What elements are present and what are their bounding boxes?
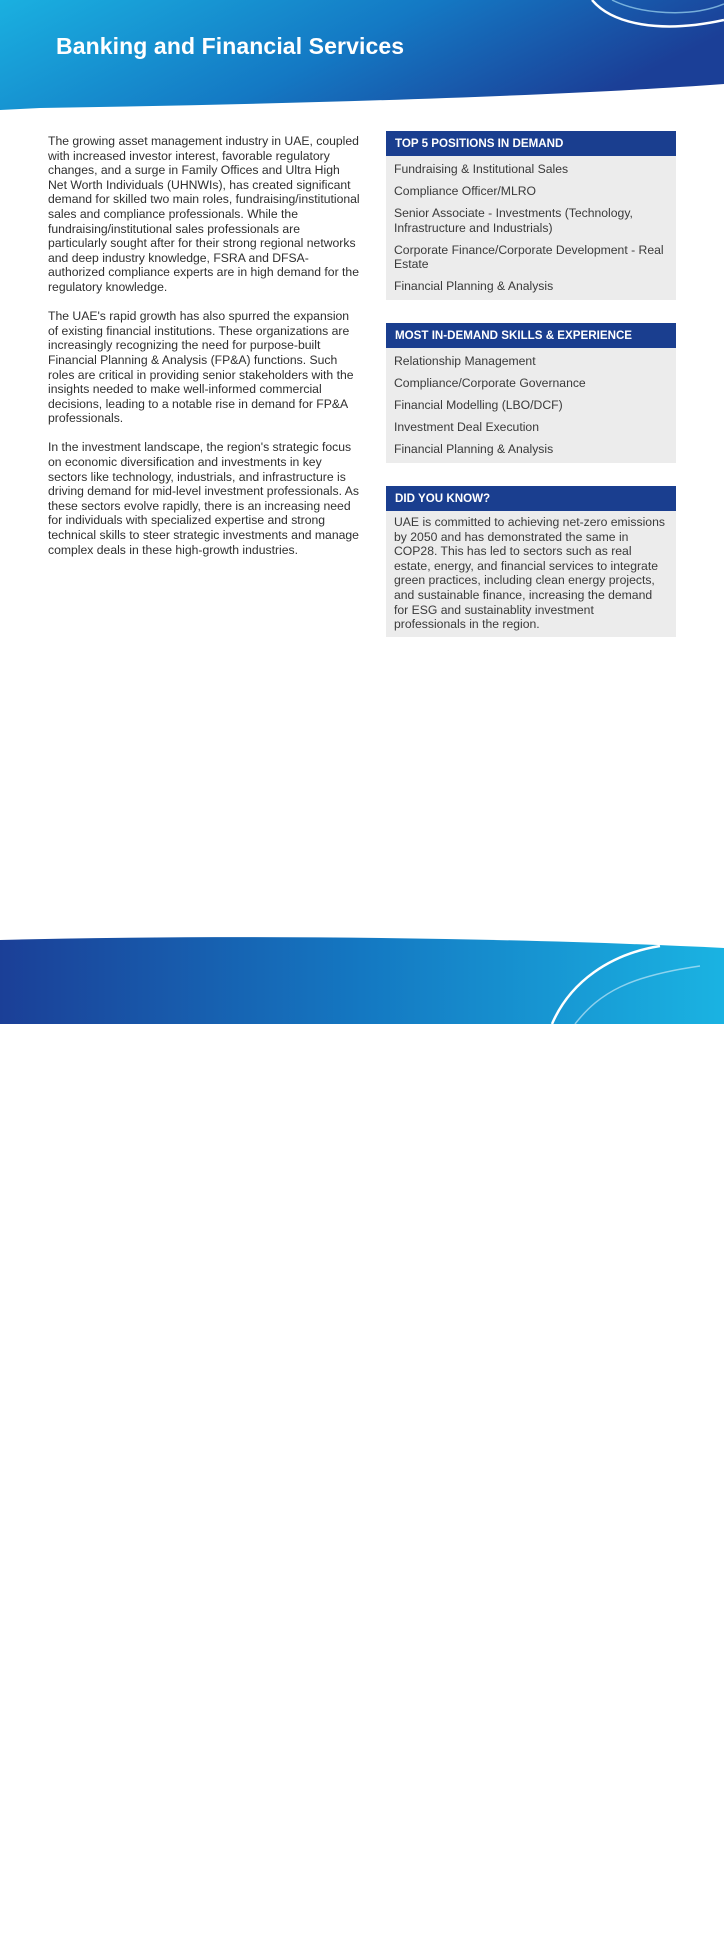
- list-item: Financial Planning & Analysis: [394, 279, 554, 294]
- body-paragraph: The UAE's rapid growth has also spurred the expansion of existing financial institutions. These organizations are increasingly recognizing the need for purpose-built Financial Planning & Analysis (FP&A) functions. Such roles are critical in providing senior stakeholders with the insights needed to make well-informed commercial decisions, leading to a notable rise in demand for FP&A professionals.: [48, 309, 354, 426]
- body-paragraph: The growing asset management industry in UAE, coupled with increased investor interest, favorable regulatory changes, and a surge in Family Offices and Ultra High Net Worth Individuals (UHNWIs), has created significant demand for skilled two main roles, fundraising/institutional sales and compliance professionals. While the fundraising/institutional sales professionals are particularly sought after for their strong regional networks and deep industry knowledge, FSRA and DFSA-authorized compliance experts are in high demand for the regulatory knowledge.: [48, 134, 360, 294]
- list-item: Senior Associate - Investments (Technology, Infrastructure and Industrials): [394, 205, 633, 235]
- list-item: Investment Deal Execution: [394, 419, 539, 434]
- positions-heading: TOP 5 POSITIONS IN DEMAND: [386, 131, 676, 156]
- list-item: Compliance Officer/MLRO: [394, 183, 537, 198]
- body-text: [48, 134, 360, 572]
- body-paragraph: In the investment landscape, the region's strategic focus on economic diversification and investments in key sectors like technology, industrials, and infrastructure is driving demand for mid-level investment professionals. As these sectors evolve rapidly, there is an increasing need for individuals with specialized expertise and strong technical skills to steer strategic investments and manage complex deals in these high-growth industries.: [48, 440, 359, 557]
- positions-panel: [386, 131, 676, 300]
- footer-banner: [0, 932, 724, 1933]
- skills-list: [386, 348, 676, 463]
- list-item: Relationship Management: [394, 354, 536, 368]
- did-you-know-panel: [386, 486, 676, 637]
- list-item: Financial Modelling (LBO/DCF): [394, 397, 563, 412]
- list-item: Corporate Finance/Corporate Development - Real Estate: [394, 242, 664, 272]
- did-you-know-heading: DID YOU KNOW?: [386, 486, 676, 511]
- skills-panel: [386, 323, 676, 463]
- list-item: Compliance/Corporate Governance: [394, 375, 586, 390]
- list-item: Financial Planning & Analysis: [394, 441, 554, 456]
- positions-list: [386, 156, 676, 300]
- skills-heading: MOST IN-DEMAND SKILLS & EXPERIENCE: [386, 323, 676, 348]
- page-number: 4: [654, 1918, 661, 1933]
- did-you-know-text: UAE is committed to achieving net-zero emissions by 2050 and has demonstrated the same in COP28. This has led to sectors such as real estate, energy, and financial services to integrate green practices, including clean energy projects, and sustainable finance, increasing the demand for ESG and sustainablity investment professionals in the region.: [394, 515, 665, 632]
- footer-wave-graphic: [0, 932, 724, 1024]
- list-item: Fundraising & Institutional Sales: [394, 162, 569, 176]
- michael-page-logo: MichaelPage: [48, 1893, 194, 1926]
- header-banner: [0, 0, 724, 112]
- page-title: Banking and Financial Services: [56, 33, 405, 59]
